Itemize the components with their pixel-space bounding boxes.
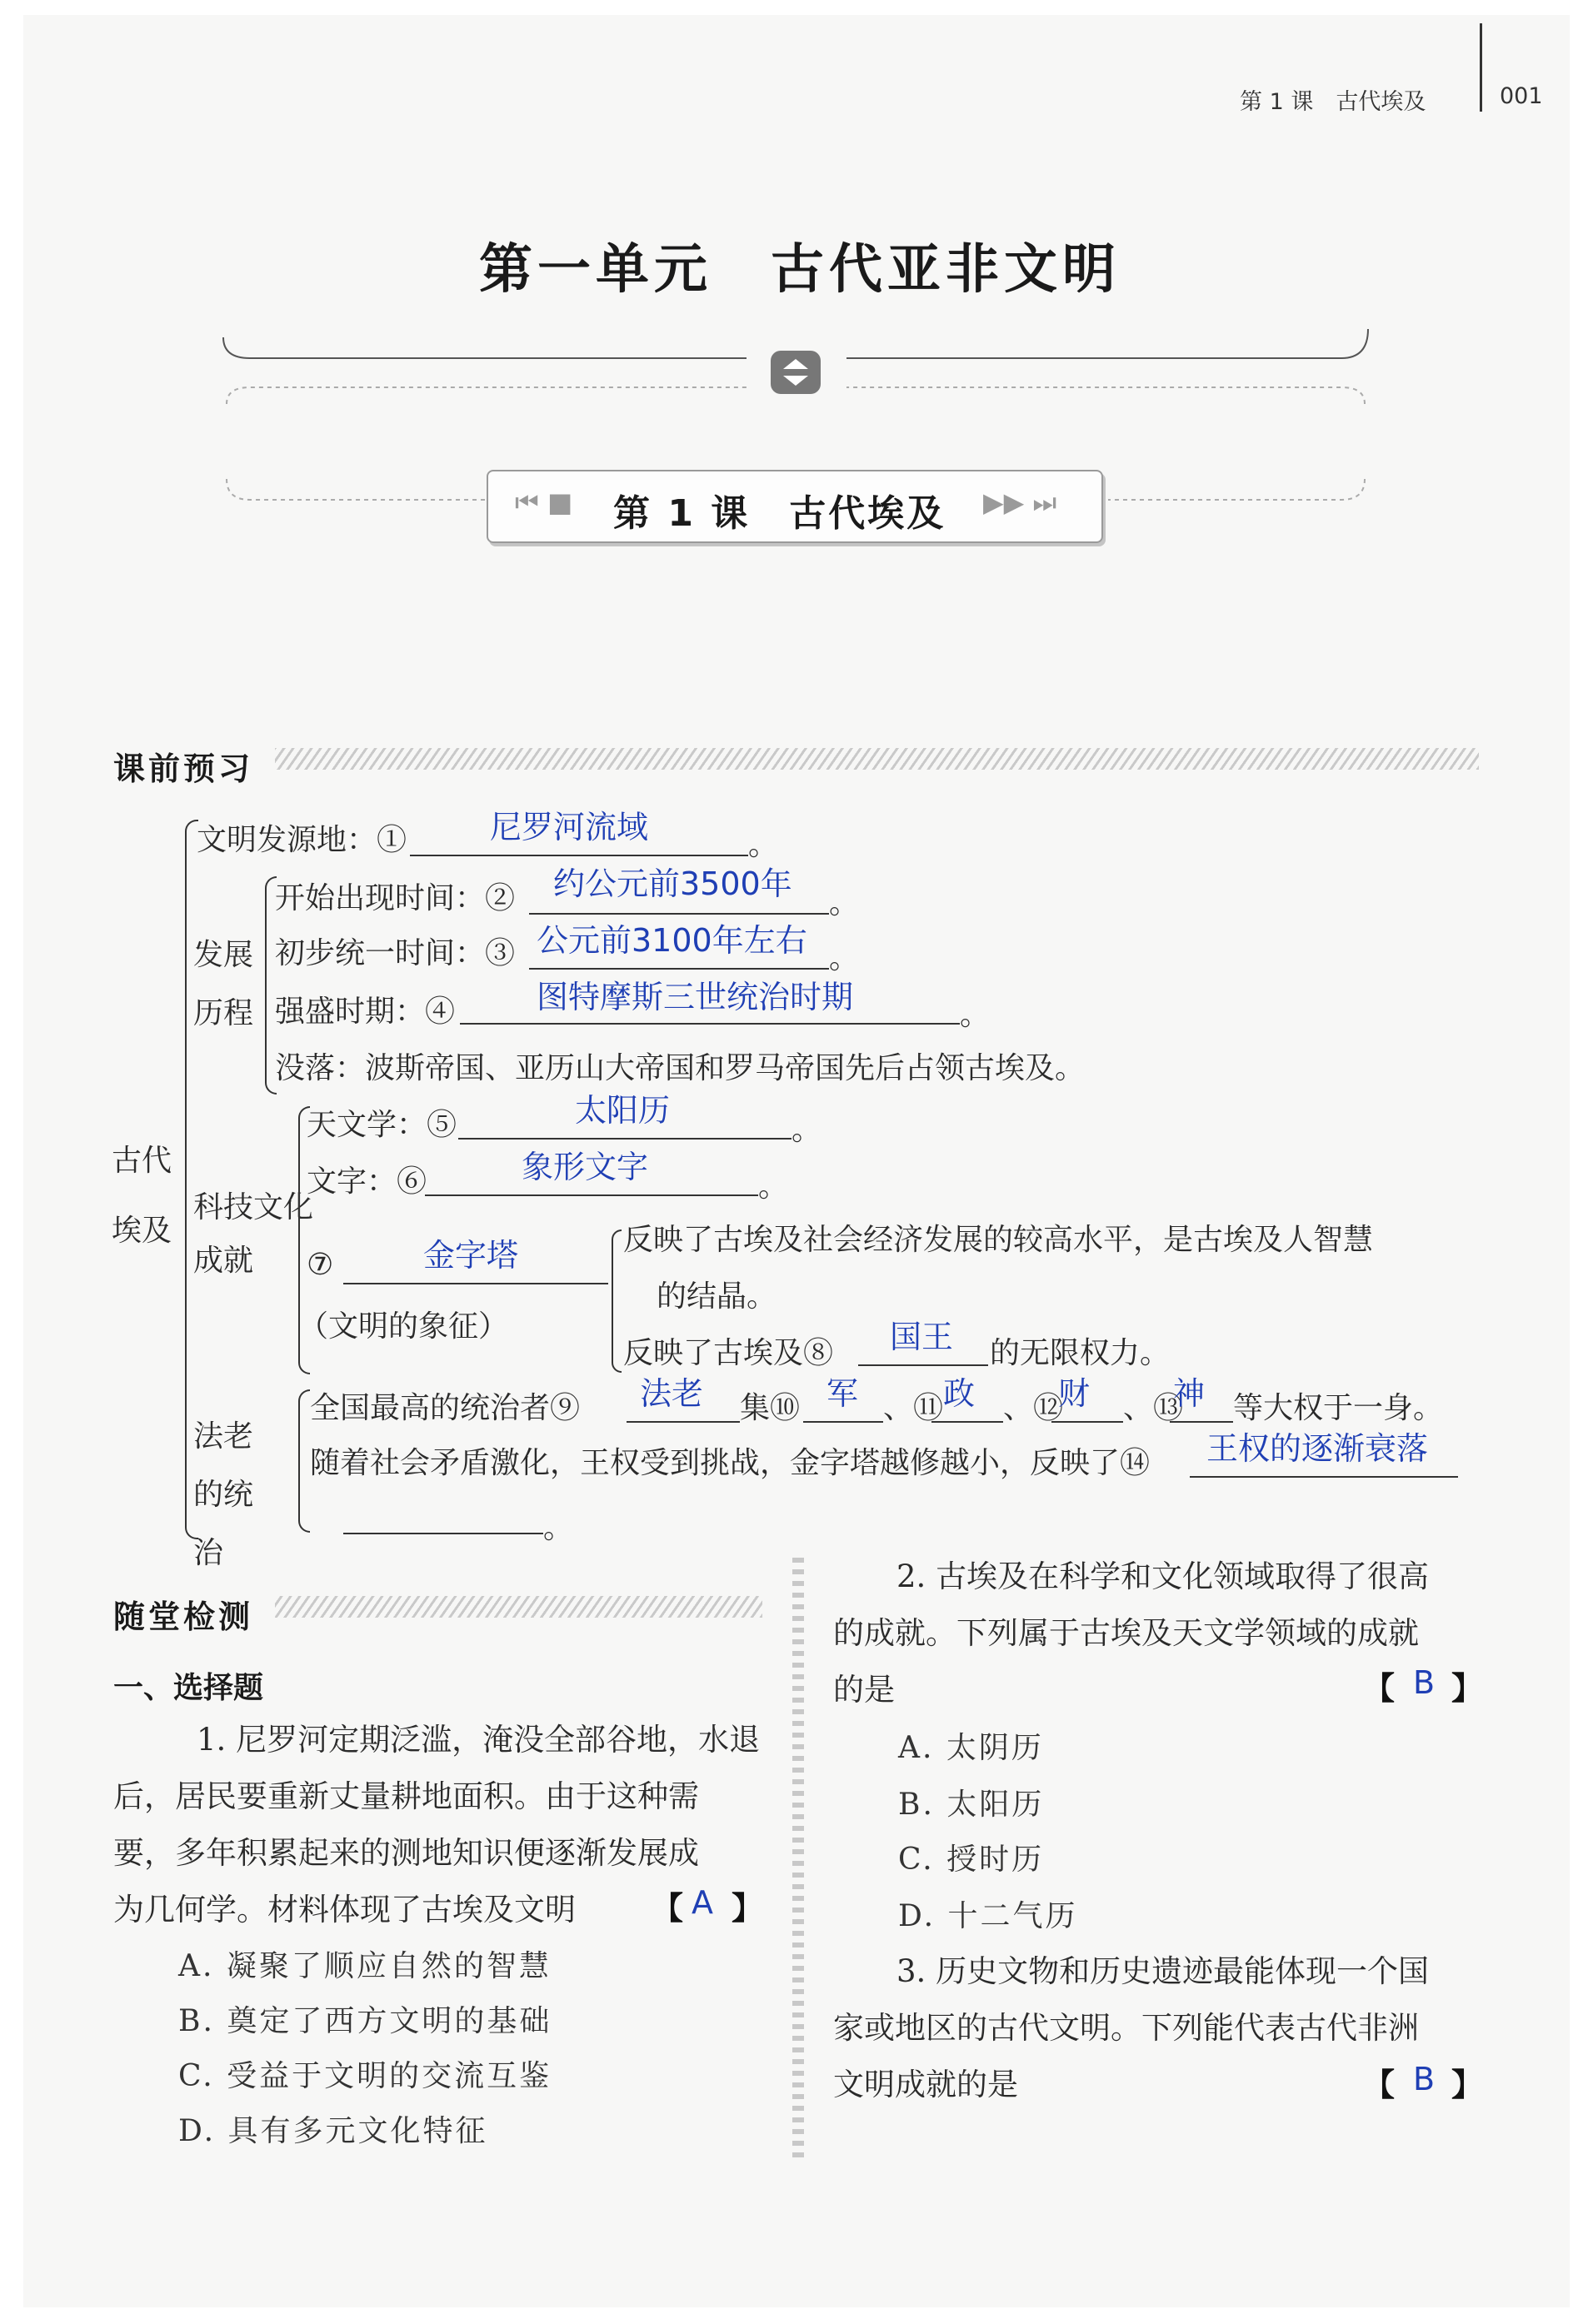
answer-5: 太阳历 xyxy=(575,1092,671,1129)
blank-9 xyxy=(627,1421,740,1423)
q1-line: 要，多年积累起来的测地知识便逐渐发展成 xyxy=(113,1835,699,1871)
column-separator xyxy=(792,1558,804,2157)
line9-m11: 、⑪ xyxy=(883,1391,944,1425)
line8a-cont: 的结晶。 xyxy=(657,1279,777,1314)
line8b-pre: 反映了古埃及⑧ xyxy=(623,1336,834,1370)
line10-end: 。 xyxy=(543,1511,574,1545)
q3-answer: B xyxy=(1413,2061,1436,2097)
answer-11: 政 xyxy=(943,1375,976,1412)
answer-13: 神 xyxy=(1173,1375,1206,1412)
q1-option: B. 奠定了西方文明的基础 xyxy=(178,2004,552,2038)
banner-controls-right: ▶▶ ⏭ xyxy=(983,486,1057,518)
q3-line: 家或地区的古代文明。下列能代表古代非洲 xyxy=(833,2010,1419,2046)
blank-3 xyxy=(529,968,829,970)
line3-end: 。 xyxy=(829,941,860,975)
blank-12 xyxy=(1051,1421,1123,1423)
q2-option: C. 授时历 xyxy=(898,1843,1045,1877)
q2-line: 的成就。下列属于古埃及天文学领域的成就 xyxy=(833,1615,1419,1651)
q2-option: A. 太阴历 xyxy=(898,1731,1044,1765)
answer-7: 金字塔 xyxy=(423,1237,519,1274)
lesson-title: 第 1 课 古代埃及 xyxy=(613,492,946,535)
q2-line: 的是 xyxy=(833,1672,895,1708)
line2-label: 开始出现时间：② xyxy=(275,881,516,915)
q1-line: 1. 尼罗河定期泛滥，淹没全部谷地，水退 xyxy=(197,1722,761,1758)
blank-5 xyxy=(458,1138,792,1140)
q1-option: C. 受益于文明的交流互鉴 xyxy=(178,2059,552,2093)
q3-bracket-open: 【 xyxy=(1363,2067,1396,2103)
line8a-text: 反映了古埃及社会经济发展的较高水平，是古埃及人智慧 xyxy=(623,1223,1374,1257)
q1-bracket-open: 【 xyxy=(652,1890,684,1927)
line9-post: 等大权于一身。 xyxy=(1233,1391,1444,1425)
line1-end: 。 xyxy=(748,828,779,862)
blank-1 xyxy=(410,855,748,856)
answer-4: 图特摩斯三世统治时期 xyxy=(537,979,854,1015)
line10-text: 随着社会矛盾激化，王权受到挑战，金字塔越修越小，反映了⑭ xyxy=(310,1446,1151,1480)
line9-m10: 集⑩ xyxy=(740,1391,801,1425)
pyramid-brace xyxy=(612,1229,622,1373)
line2-end: 。 xyxy=(829,886,860,920)
line5-text: 没落：波斯帝国、亚历山大帝国和罗马帝国先后占领古埃及。 xyxy=(275,1051,1086,1085)
check-hatch xyxy=(275,1596,762,1618)
line8-note: （文明的象征） xyxy=(298,1309,509,1344)
header-divider xyxy=(1480,23,1482,112)
q3-bracket-close: 】 xyxy=(1451,2067,1484,2103)
blank-14 xyxy=(1190,1476,1458,1478)
blank-11 xyxy=(931,1421,1003,1423)
line6-label: 天文学：⑤ xyxy=(307,1108,457,1142)
banner-controls-left: ⏮ ■ xyxy=(515,486,573,518)
answer-3: 公元前3100年左右 xyxy=(537,922,807,959)
line7-label: 文字：⑥ xyxy=(307,1164,427,1199)
blank-6 xyxy=(425,1194,758,1196)
pharaoh-brace xyxy=(298,1389,310,1533)
line3-label: 初步统一时间：③ xyxy=(275,936,516,970)
subsection-title: 一、选择题 xyxy=(113,1671,264,1705)
header-lesson-ref: 第 1 课 古代埃及 xyxy=(1240,89,1426,115)
q1-option: D. 具有多元文化特征 xyxy=(178,2114,488,2148)
answer-12: 财 xyxy=(1058,1375,1091,1412)
answer-6: 象形文字 xyxy=(522,1149,649,1185)
pharaoh-group-label: 法老的统治 xyxy=(193,1419,254,1570)
line9-m13: 、⑬ xyxy=(1123,1391,1184,1425)
answer-10: 军 xyxy=(826,1375,859,1412)
q3-line: 文明成就的是 xyxy=(833,2067,1018,2102)
blank-8 xyxy=(858,1364,988,1366)
blank-14-cont xyxy=(343,1533,543,1534)
q2-answer: B xyxy=(1413,1664,1436,1701)
mindmap-root: 古代埃及 xyxy=(112,1144,172,1248)
q2-option: D. 十二气历 xyxy=(898,1899,1078,1933)
answer-2: 约公元前3500年 xyxy=(553,865,792,902)
page-number: 001 xyxy=(1500,83,1543,109)
q1-line: 后，居民要重新丈量耕地面积。由于这种需 xyxy=(113,1778,699,1814)
line4-label: 强盛时期：④ xyxy=(275,995,456,1029)
line1-label: 文明发源地：① xyxy=(197,823,407,857)
line6-end: 。 xyxy=(792,1113,822,1147)
answer-8: 国王 xyxy=(890,1319,954,1355)
section-hatch xyxy=(275,748,1479,770)
q2-option: B. 太阳历 xyxy=(898,1788,1045,1822)
q1-bracket-close: 】 xyxy=(732,1890,764,1927)
line8b-post: 的无限权力。 xyxy=(990,1336,1171,1370)
q2-bracket-close: 】 xyxy=(1451,1670,1484,1707)
dev-group-label: 发展历程 xyxy=(193,938,254,1030)
q2-line: 2. 古埃及在科学和文化领域取得了很高 xyxy=(896,1558,1430,1594)
line4-end: 。 xyxy=(960,998,991,1032)
blank-10 xyxy=(803,1421,883,1423)
line9-pre: 全国最高的统治者⑨ xyxy=(310,1391,581,1425)
sci-group-label: 科技文化成就 xyxy=(193,1190,314,1278)
q1-line: 为几何学。材料体现了古埃及文明 xyxy=(113,1892,576,1928)
q1-option: A. 凝聚了顺应自然的智慧 xyxy=(178,1949,552,1983)
preview-section-title: 课前预习 xyxy=(113,751,254,787)
q2-bracket-open: 【 xyxy=(1363,1670,1396,1707)
line7-end: 。 xyxy=(758,1169,789,1204)
blank-4 xyxy=(460,1023,960,1025)
check-section-title: 随堂检测 xyxy=(113,1598,254,1635)
line9-m12: 、⑫ xyxy=(1003,1391,1064,1425)
answer-1: 尼罗河流域 xyxy=(490,809,649,845)
answer-14: 王权的逐渐衰落 xyxy=(1206,1430,1429,1467)
unit-title: 第一单元 古代亚非文明 xyxy=(479,239,1121,301)
line8-label: ⑦ xyxy=(307,1248,334,1282)
answer-9: 法老 xyxy=(640,1375,704,1412)
q1-answer: A xyxy=(692,1884,713,1921)
blank-7 xyxy=(343,1283,608,1284)
q3-line: 3. 历史文物和历史遗迹最能体现一个国 xyxy=(896,1953,1430,1989)
